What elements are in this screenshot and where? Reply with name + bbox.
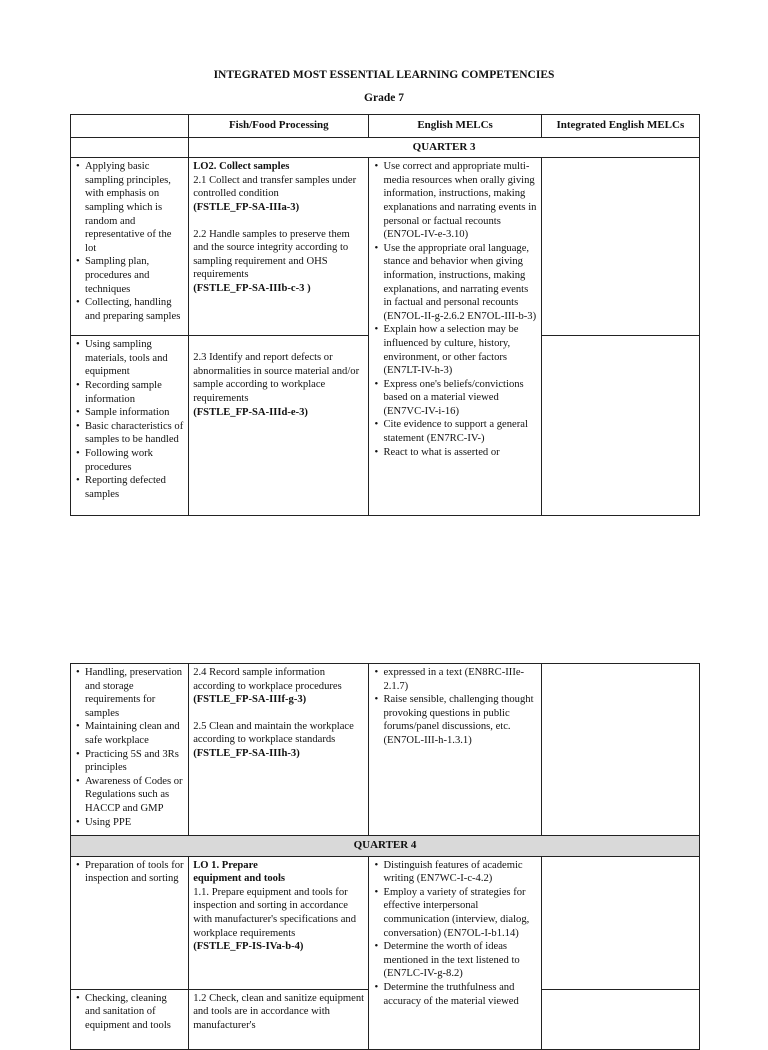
learning-outcome: LO 1. Prepare	[193, 859, 258, 871]
english-melcs-cell	[369, 664, 541, 836]
document-title: INTEGRATED MOST ESSENTIAL LEARNING COMPETENCIES	[213, 69, 555, 81]
list-item: • Express one's beliefs/convictions based on a material viewed (EN7VC-IV-i-16)	[383, 378, 536, 419]
competency-item: 2.4 Record sample information according to workplace procedures	[193, 667, 342, 692]
competency-code: (FSTLE_FP-IS-IVa-b-4)	[193, 941, 304, 953]
english-melcs-cell	[369, 158, 541, 516]
list-item: • Using sampling materials, tools and equipment	[85, 338, 184, 379]
knowledge-list	[75, 338, 184, 501]
knowledge-cell	[71, 989, 189, 1049]
quarter-empty-cell	[71, 137, 189, 158]
header-empty-cell	[71, 115, 189, 138]
competency-item: 2.5 Clean and maintain the workplace according to workplace standards	[193, 720, 354, 746]
competency-item: 1.2 Check, clean and sanitize equipment and tools are in accordance with manufacturer's	[193, 992, 365, 1031]
table-header-row	[71, 115, 700, 138]
english-melcs-list	[373, 160, 536, 459]
list-item: • Sample information	[85, 406, 184, 420]
competency-item: 1.1. Prepare equipment and tools for inspection and sorting in accordance with manufacturer's specifications and workplace requirements	[193, 886, 357, 939]
header-english-melcs: English MELCs	[369, 115, 541, 138]
english-melcs-list	[373, 666, 536, 748]
table-row	[71, 158, 700, 336]
knowledge-list	[75, 160, 184, 323]
header-fish-food: Fish/Food Processing	[189, 115, 369, 138]
grade-label: Grade 7	[364, 92, 404, 104]
list-item: • Checking, cleaning and sanitation of equipment and tools	[85, 992, 184, 1033]
list-item: • Sampling plan, procedures and techniques	[85, 255, 184, 296]
list-item: • Employ a variety of strategies for effective interpersonal communication (interview, dialog, conversation) (EN7OL-I-b1.14)	[383, 886, 536, 940]
competency-table-quarter-3	[70, 114, 700, 516]
list-item-continued	[383, 666, 536, 693]
english-melcs-list	[373, 859, 536, 1009]
list-item: • Preparation of tools for inspection and sorting	[85, 859, 184, 886]
competency-cell	[189, 336, 369, 516]
learning-outcome-cont: equipment and tools	[193, 873, 286, 885]
list-item: • Recording sample information	[85, 379, 184, 406]
list-item: • Practicing 5S and 3Rs principles	[85, 748, 184, 775]
competency-item: 2.1 Collect and transfer samples under controlled condition	[193, 174, 357, 200]
english-melcs-cell	[369, 856, 541, 1049]
list-item: • Determine the truthfulness and accuracy of the material viewed	[383, 981, 536, 1008]
competency-cell	[189, 664, 369, 836]
list-item: • Cite evidence to support a general statement (EN7RC-IV-)	[383, 418, 536, 445]
integrated-melcs-cell	[541, 158, 699, 336]
competency-code: (FSTLE_FP-SA-IIIa-3)	[193, 201, 300, 213]
list-item: • Reporting defected samples	[85, 474, 184, 501]
list-item: • Awareness of Codes or Regulations such as HACCP and GMP	[85, 775, 184, 816]
competency-code: (FSTLE_FP-SA-IIId-e-3)	[193, 406, 308, 418]
list-item: • Collecting, handling and preparing samples	[85, 296, 184, 323]
knowledge-cell	[71, 336, 189, 516]
list-item: • React to what is asserted or	[383, 446, 536, 460]
knowledge-list	[75, 666, 184, 829]
competency-item: 2.2 Handle samples to preserve them and the source integrity according to sampling requirement and OHS requirements	[193, 228, 350, 281]
competency-cell	[189, 856, 369, 989]
list-item: • Following work procedures	[85, 447, 184, 474]
knowledge-list	[75, 992, 184, 1033]
knowledge-cell	[71, 158, 189, 336]
list-item: • Distinguish features of academic writing (EN7WC-I-c-4.2)	[383, 859, 536, 886]
list-item: • Use the appropriate oral language, stance and behavior when giving information, instructions, making explanations, and narrating events in factual and personal recounts (EN7OL-II-g-2.6.2 EN7OL-III-b-3)	[383, 242, 536, 324]
competency-code: (FSTLE_FP-SA-IIIb-c-3 )	[193, 282, 311, 294]
header-integrated-melcs: Integrated English MELCs	[541, 115, 699, 138]
list-item: • Applying basic sampling principles, with emphasis on sampling which is random and representative of the lot	[85, 160, 184, 255]
integrated-melcs-cell	[541, 664, 699, 836]
integrated-melcs-cell	[541, 989, 699, 1049]
competency-code: (FSTLE_FP-SA-IIIf-g-3)	[193, 694, 307, 706]
quarter-3-label: QUARTER 3	[189, 137, 700, 158]
list-item: • Maintaining clean and safe workplace	[85, 720, 184, 747]
learning-outcome: LO2. Collect samples	[193, 161, 290, 173]
competency-item: 2.3 Identify and report defects or abnormalities in source material and/or sample according to workplace requirements	[193, 352, 360, 404]
list-item: • Determine the worth of ideas mentioned in the text listened to (EN7LC-IV-g-8.2)	[383, 940, 536, 981]
competency-table-continued	[70, 663, 700, 1050]
competency-cell	[189, 158, 369, 336]
list-item: • Handling, preservation and storage requirements for samples	[85, 666, 184, 720]
list-item: • Use correct and appropriate multi-media resources when orally giving information, instructions, making explanations and narrating events in personal or factual recounts (EN7OL-IV-e-3.10)	[383, 160, 536, 242]
list-item: • Raise sensible, challenging thought provoking questions in public forums/panel discussions, etc. (EN7OL-III-h-1.3.1)	[383, 693, 536, 747]
continued-text: • expressed in a text (EN8RC-IIIe-2.1.7)	[383, 667, 525, 692]
integrated-melcs-cell	[541, 336, 699, 516]
knowledge-cell	[71, 856, 189, 989]
table-row	[71, 856, 700, 989]
quarter-row	[71, 836, 700, 857]
list-item: • Explain how a selection may be influenced by culture, history, environment, or other factors (EN7LT-IV-h-3)	[383, 323, 536, 377]
table-row	[71, 664, 700, 836]
list-item: • Using PPE	[85, 816, 184, 830]
competency-cell	[189, 989, 369, 1049]
knowledge-cell	[71, 664, 189, 836]
quarter-4-label: QUARTER 4	[71, 836, 700, 857]
integrated-melcs-cell	[541, 856, 699, 989]
list-item: • Basic characteristics of samples to be handled	[85, 420, 184, 447]
competency-code: (FSTLE_FP-SA-IIIh-3)	[193, 747, 300, 759]
quarter-row	[71, 137, 700, 158]
knowledge-list	[75, 859, 184, 886]
